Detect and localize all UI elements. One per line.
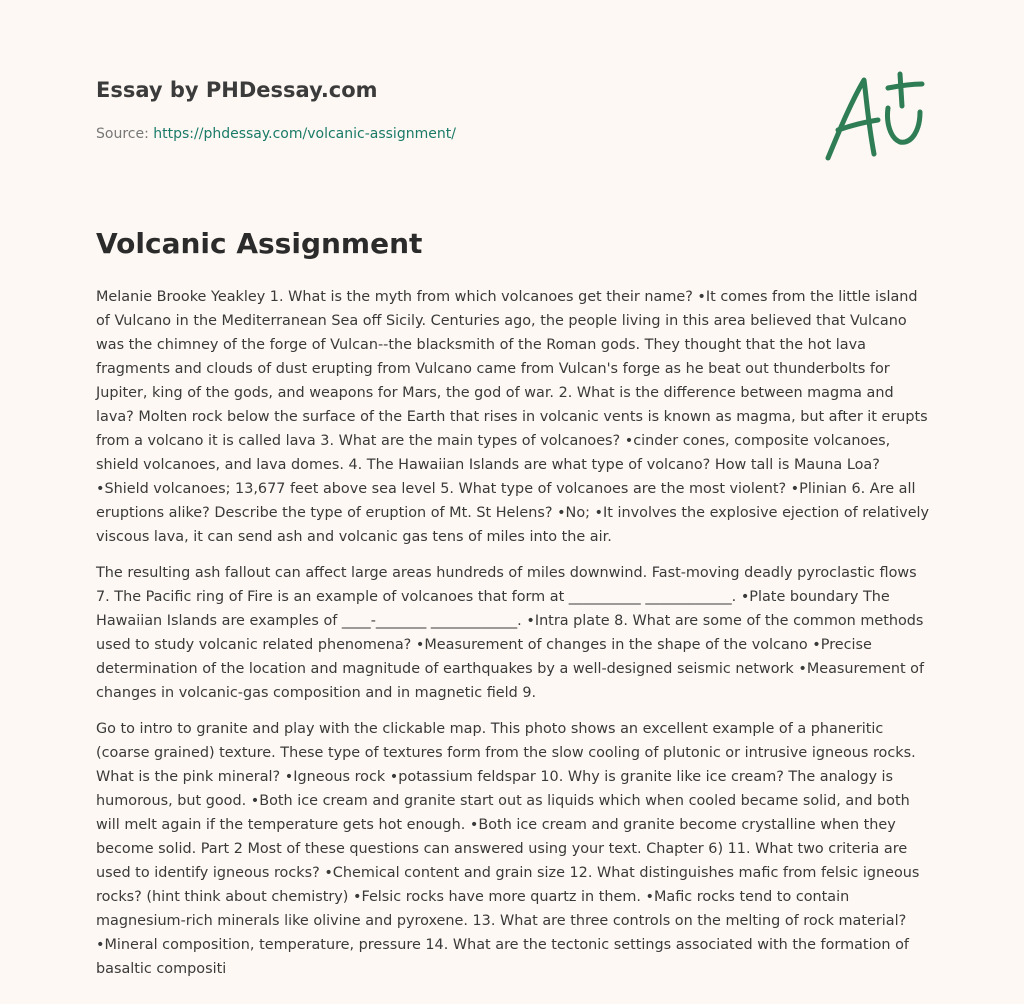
paragraph: Go to intro to granite and play with the clickable map. This photo shows an excellent example of a phaneritic (coarse grained) texture. These type of textures form from the slow cooling of plutonic or intrusive igneous rocks. What is the pink mineral? •Igneous rock •potassium feldspar 10. Why is granite like ice cream? The analogy is humorous, but good. •Both ice cream and granite start out as liquids which when cooled became solid, and both will melt again if the temperature gets hot enough. •Both ice cream and granite become crystalline when they become solid. Part 2 Most of these questions can answered using your text. Chapter 6) 11. What two criteria are used to identify igneous rocks? •Chemical content and grain size 12. What distinguishes mafic from felsic igneous rocks? (hint think about chemistry) •Felsic rocks have more quartz in them. •Mafic rocks tend to contain magnesium-rich minerals like olivine and pyroxene. 13. What are three controls on the melting of rock material? •Mineral composition, temperature, pressure 14. What are the tectonic settings associated with the formation of basaltic compositi (96, 721, 920, 977)
source-line (96, 124, 796, 144)
document-body (96, 285, 932, 993)
paragraph: Melanie Brooke Yeakley 1. What is the myth from which volcanoes get their name? •It comes from the little island of Vulcano in the Mediterranean Sea off Sicily. Centuries ago, the people living in this area believed that Vulcano was the chimney of the forge of Vulcan--the blacksmith of the Roman gods. They thought that the hot lava fragments and clouds of dust erupting from Vulcano came from Vulcan's forge as he beat out thunderbolts for Jupiter, king of the gods, and weapons for Mars, the god of war. 2. What is the difference between magma and lava? Molten rock below the surface of the Earth that rises in volcanic vents is known as magma, but after it erupts from a volcano it is called lava 3. What are the main types of volcanoes? •cinder cones, composite volcanoes, shield volcanoes, and lava domes. 4. The Hawaiian Islands are what type of volcano? How tall is Mauna Loa? •Shield volcanoes; 13,677 feet above sea level 5. What type of volcanoes are the most violent? •Plinian 6. Are all eruptions alike? Describe the type of eruption of Mt. St Helens? •No; •It involves the explosive ejection of relatively viscous lava, it can send ash and volcanic gas tens of miles into the air. (96, 289, 930, 545)
a-plus-logo-svg (820, 64, 936, 168)
a-plus-logo-icon (820, 64, 936, 168)
document-title: Volcanic Assignment (96, 227, 423, 260)
source-link[interactable]: https://phdessay.com/volcanic-assignment/ (153, 126, 456, 142)
source-label: Source: (96, 126, 149, 142)
paragraph: The resulting ash fallout can affect large areas hundreds of miles downwind. Fast-moving deadly pyroclastic flows 7. The Pacific ring of Fire is an example of volcanoes that form at __________ ____________. •Plate boundary The Hawaiian Islands are examples of ____-_______ ____________. •Intra plate 8. What are some of the common methods used to study volcanic related phenomena? •Measurement of changes in the shape of the volcano •Precise determination of the location and magnitude of earthquakes by a well-designed seismic network •Measurement of changes in volcanic-gas composition and in magnetic field 9. (96, 565, 925, 701)
brand-title: Essay by PHDessay.com (96, 78, 378, 102)
page-header (96, 76, 796, 144)
